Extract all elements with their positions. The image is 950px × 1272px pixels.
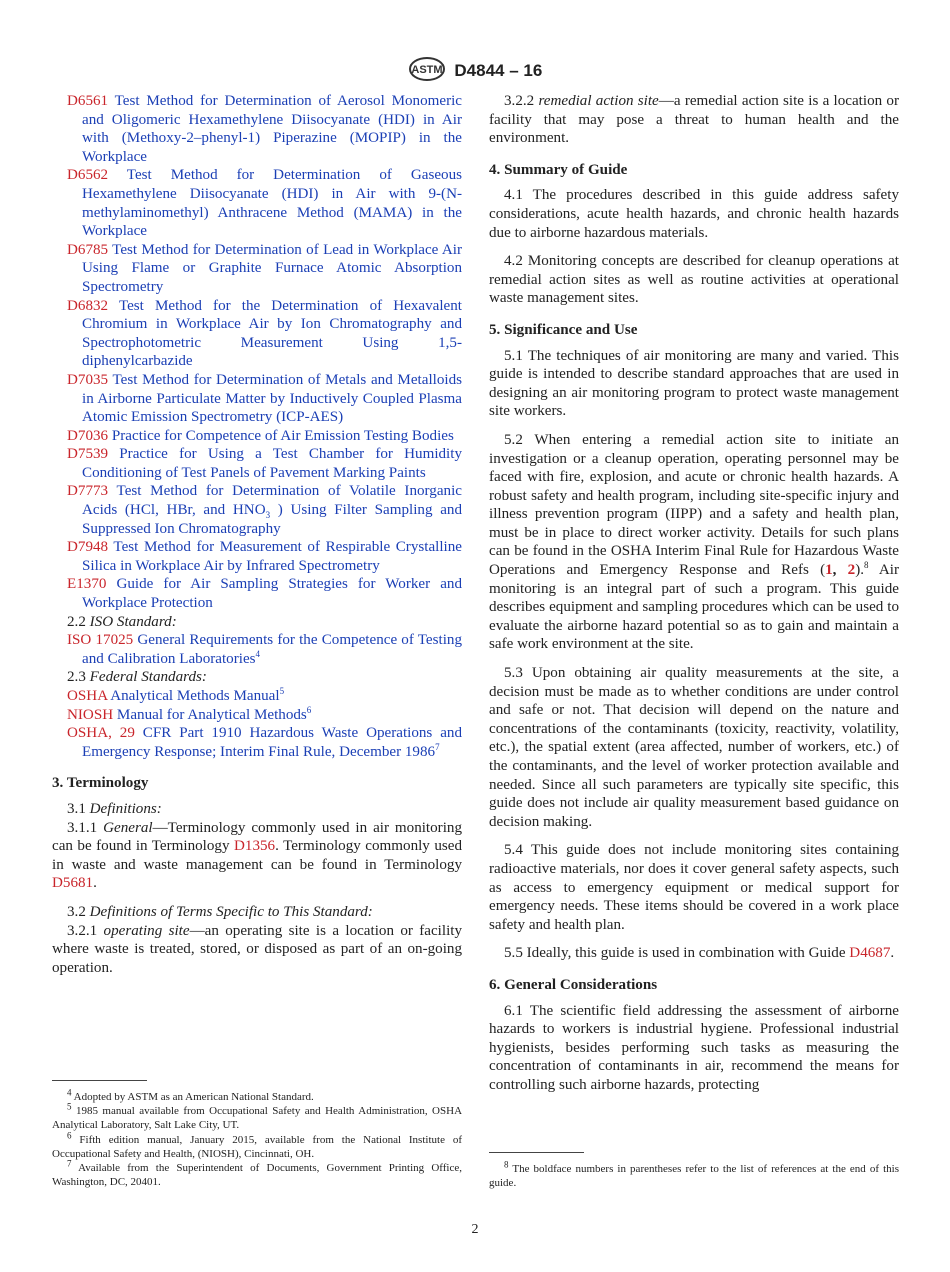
ref-d6561[interactable]: D6561 Test Method for Determination of Aerosol Monomeric and Oligomeric Hexamethylene Diisocyanate (HDI) in Air with (Methoxy-2–phenyl-1) Piperazine (MOPIP) in the Workplace [67, 93, 462, 165]
right-column [489, 92, 899, 1095]
ref-d7036[interactable]: D7036 Practice for Competence of Air Emission Testing Bodies [67, 427, 454, 444]
section-4-heading: 4. Summary of Guide [489, 161, 628, 178]
ref-iso-17025[interactable]: ISO 17025 General Requirements for the Competence of Testing and Calibration Laboratories$^4$ [67, 632, 462, 667]
left-column [52, 92, 462, 977]
footnotes-left [52, 1087, 463, 1189]
footnote-rule-left [52, 1080, 147, 1081]
para-5-1: 5.1 The techniques of air monitoring are many and varied. This guide is intended to describe standard approaches that are used in designing an air monitoring program to protect waste management site workers. [489, 347, 899, 420]
para-3-1: 3.1 Definitions: [67, 800, 162, 817]
para-4-1: 4.1 The procedures described in this guide address safety considerations, acute health hazards, and chronic health hazards due to airborne hazardous materials. [489, 187, 899, 241]
ref-d7035[interactable]: D7035 Test Method for Determination of Metals and Metalloids in Airborne Particulate Matter by Inductively Coupled Plasma Atomic Emission Spectrometry (ICP-AES) [67, 371, 462, 426]
para-5-4: 5.4 This guide does not include monitoring sites containing radioactive materials, nor does it cover general safety aspects, such as access to emergency equipment or medical support for emergency needs. These items should be covered in a work place safety and health plan. [489, 842, 899, 933]
section-3-heading: 3. Terminology [52, 775, 149, 792]
footnote-7: $^7$ Available from the Superintendent of Documents, Government Printing Office, Washington, DC, 20401. [52, 1158, 462, 1189]
link-d4687[interactable]: D4687 [849, 945, 891, 962]
ref-osha-manual[interactable]: OSHA Analytical Methods Manual$^5$ [67, 685, 285, 704]
footnotes-right [489, 1159, 899, 1190]
link-d1356[interactable]: D1356 [234, 838, 276, 855]
para-3-1-1: 3.1.1 General—Terminology commonly used in air monitoring can be found in Terminology D1356. Terminology commonly used in waste and waste management can be found in Terminology D5681. [52, 819, 462, 892]
iso-standard-label: 2.2 ISO Standard: [67, 613, 177, 630]
ref-d6562[interactable]: D6562 Test Method for Determination of Gaseous Hexamethylene Diisocyanate (HDI) in Air with 9-(N-methylaminomethyl) Anthracene Method (MAMA) in the Workplace [67, 167, 462, 240]
footnote-5: $^5$ 1985 manual available from Occupational Safety and Health Administration, OSHA Analytical Laboratory, Salt Lake City, UT. [52, 1101, 463, 1132]
footnote-4: $^4$ Adopted by ASTM as an American National Standard. [67, 1087, 314, 1103]
para-3-2-2: 3.2.2 remedial action site—a remedial action site is a location or facility that may pose a threat to human health and the environment. [489, 93, 899, 147]
svg-text:ASTM: ASTM [411, 64, 443, 76]
ref-d7539[interactable]: D7539 Practice for Using a Test Chamber for Humidity Conditioning of Test Panels of Pavement Marking Paints [67, 446, 462, 481]
para-4-2: 4.2 Monitoring concepts are described for cleanup operations at remedial action sites as well as routine activities at operational waste management sites. [489, 253, 899, 307]
section-6-heading: 6. General Considerations [489, 976, 658, 993]
page-number: 2 [471, 1222, 479, 1237]
para-6-1: 6.1 The scientific field addressing the assessment of airborne hazards to workers is industrial hygiene. Professional industrial hygienists, besides performing such tasks as measuring the concentration of contaminants in air, recommend the means for controlling such airborne hazards, protecting [489, 1002, 899, 1093]
ref-d7773[interactable]: D7773 Test Method for Determination of Volatile Inorganic Acids (HCl, HBr, and $HNO_3$ ) Using Filter Sampling and Suppressed Ion Chromatography [67, 483, 462, 537]
para-3-2: 3.2 Definitions of Terms Specific to This Standard: [67, 903, 373, 920]
footnote-rule-right [489, 1152, 584, 1153]
section-5-heading: 5. Significance and Use [489, 321, 638, 338]
ref-link-2[interactable]: 2 [847, 562, 856, 579]
para-5-3: 5.3 Upon obtaining air quality measurements at the site, a decision must be made as to whether conditions are under control and safe or not. That decision will depend on the nature and concentrations of the contaminants (toxicity, reactivity, volatility, etc.), the spatial extent (area affected, number of workers, etc.) of the contaminants, and the level of worker protection available and needed. Since all such parameters are typically site specific, this guide does not include air quality measurement based guidance on decision making. [489, 665, 899, 830]
ref-niosh-manual[interactable]: NIOSH Manual for Analytical Methods$^6$ [67, 704, 312, 723]
footnote-6: $^6$ Fifth edition manual, January 2015, available from the National Institute of Occupational Safety and Health, (NIOSH), Cincinnati, OH. [52, 1129, 463, 1160]
astm-logo [408, 56, 446, 87]
page-header [0, 56, 950, 87]
ref-e1370[interactable]: E1370 Guide for Air Sampling Strategies for Worker and Workplace Protection [67, 576, 462, 612]
para-5-2: 5.2 When entering a remedial action site to initiate an investigation or a cleanup operation, operating personnel may be faced with fire, explosion, and acute or chronic health hazards. A robust safety and health program, including site-specific injury and illness prevention program (IIPP) and a safety and health plan, must be in place to direct worker activity. Details for such plans can be found in the OSHA Interim Final Rule for Hazardous Waste Operations and Emergency Response and Refs (1, 2).$^8$ Air monitoring is an integral part of such a program. This guide describes equipment and sampling procedures which can be used to evaluate the airborne hazard potential so as to gain and maintain a safe work environment at the site. [489, 431, 899, 653]
ref-d7948[interactable]: D7948 Test Method for Measurement of Respirable Crystalline Silica in Workplace Air by Infrared Spectrometry [67, 539, 462, 574]
ref-d6785[interactable]: D6785 Test Method for Determination of Lead in Workplace Air Using Flame or Graphite Furnace Atomic Absorption Spectrometry [67, 241, 462, 295]
ref-osha-29-cfr[interactable]: OSHA, 29 CFR Part 1910 Hazardous Waste Operations and Emergency Response; Interim Final Rule, December 1986$^7$ [67, 725, 462, 760]
link-d5681[interactable]: D5681 [52, 875, 94, 892]
para-3-2-1: 3.2.1 operating site—an operating site is a location or facility where waste is treated, stored, or disposed as part of an on-going operation. [52, 922, 463, 976]
ref-d6832[interactable]: D6832 Test Method for the Determination of Hexavalent Chromium in Workplace Air by Ion Chromatography and Spectrophotometric Measurement Using 1,5-diphenylcarbazide [67, 297, 462, 370]
federal-standards-label: 2.3 Federal Standards: [67, 669, 207, 686]
footnote-8: $^8$ The boldface numbers in parentheses refer to the list of references at the end of this guide. [489, 1159, 899, 1190]
ref-link-1[interactable]: 1 [825, 562, 833, 579]
doc-id: D4844 – 16 [454, 60, 543, 80]
para-5-5: 5.5 Ideally, this guide is used in combination with Guide D4687. [504, 945, 895, 962]
